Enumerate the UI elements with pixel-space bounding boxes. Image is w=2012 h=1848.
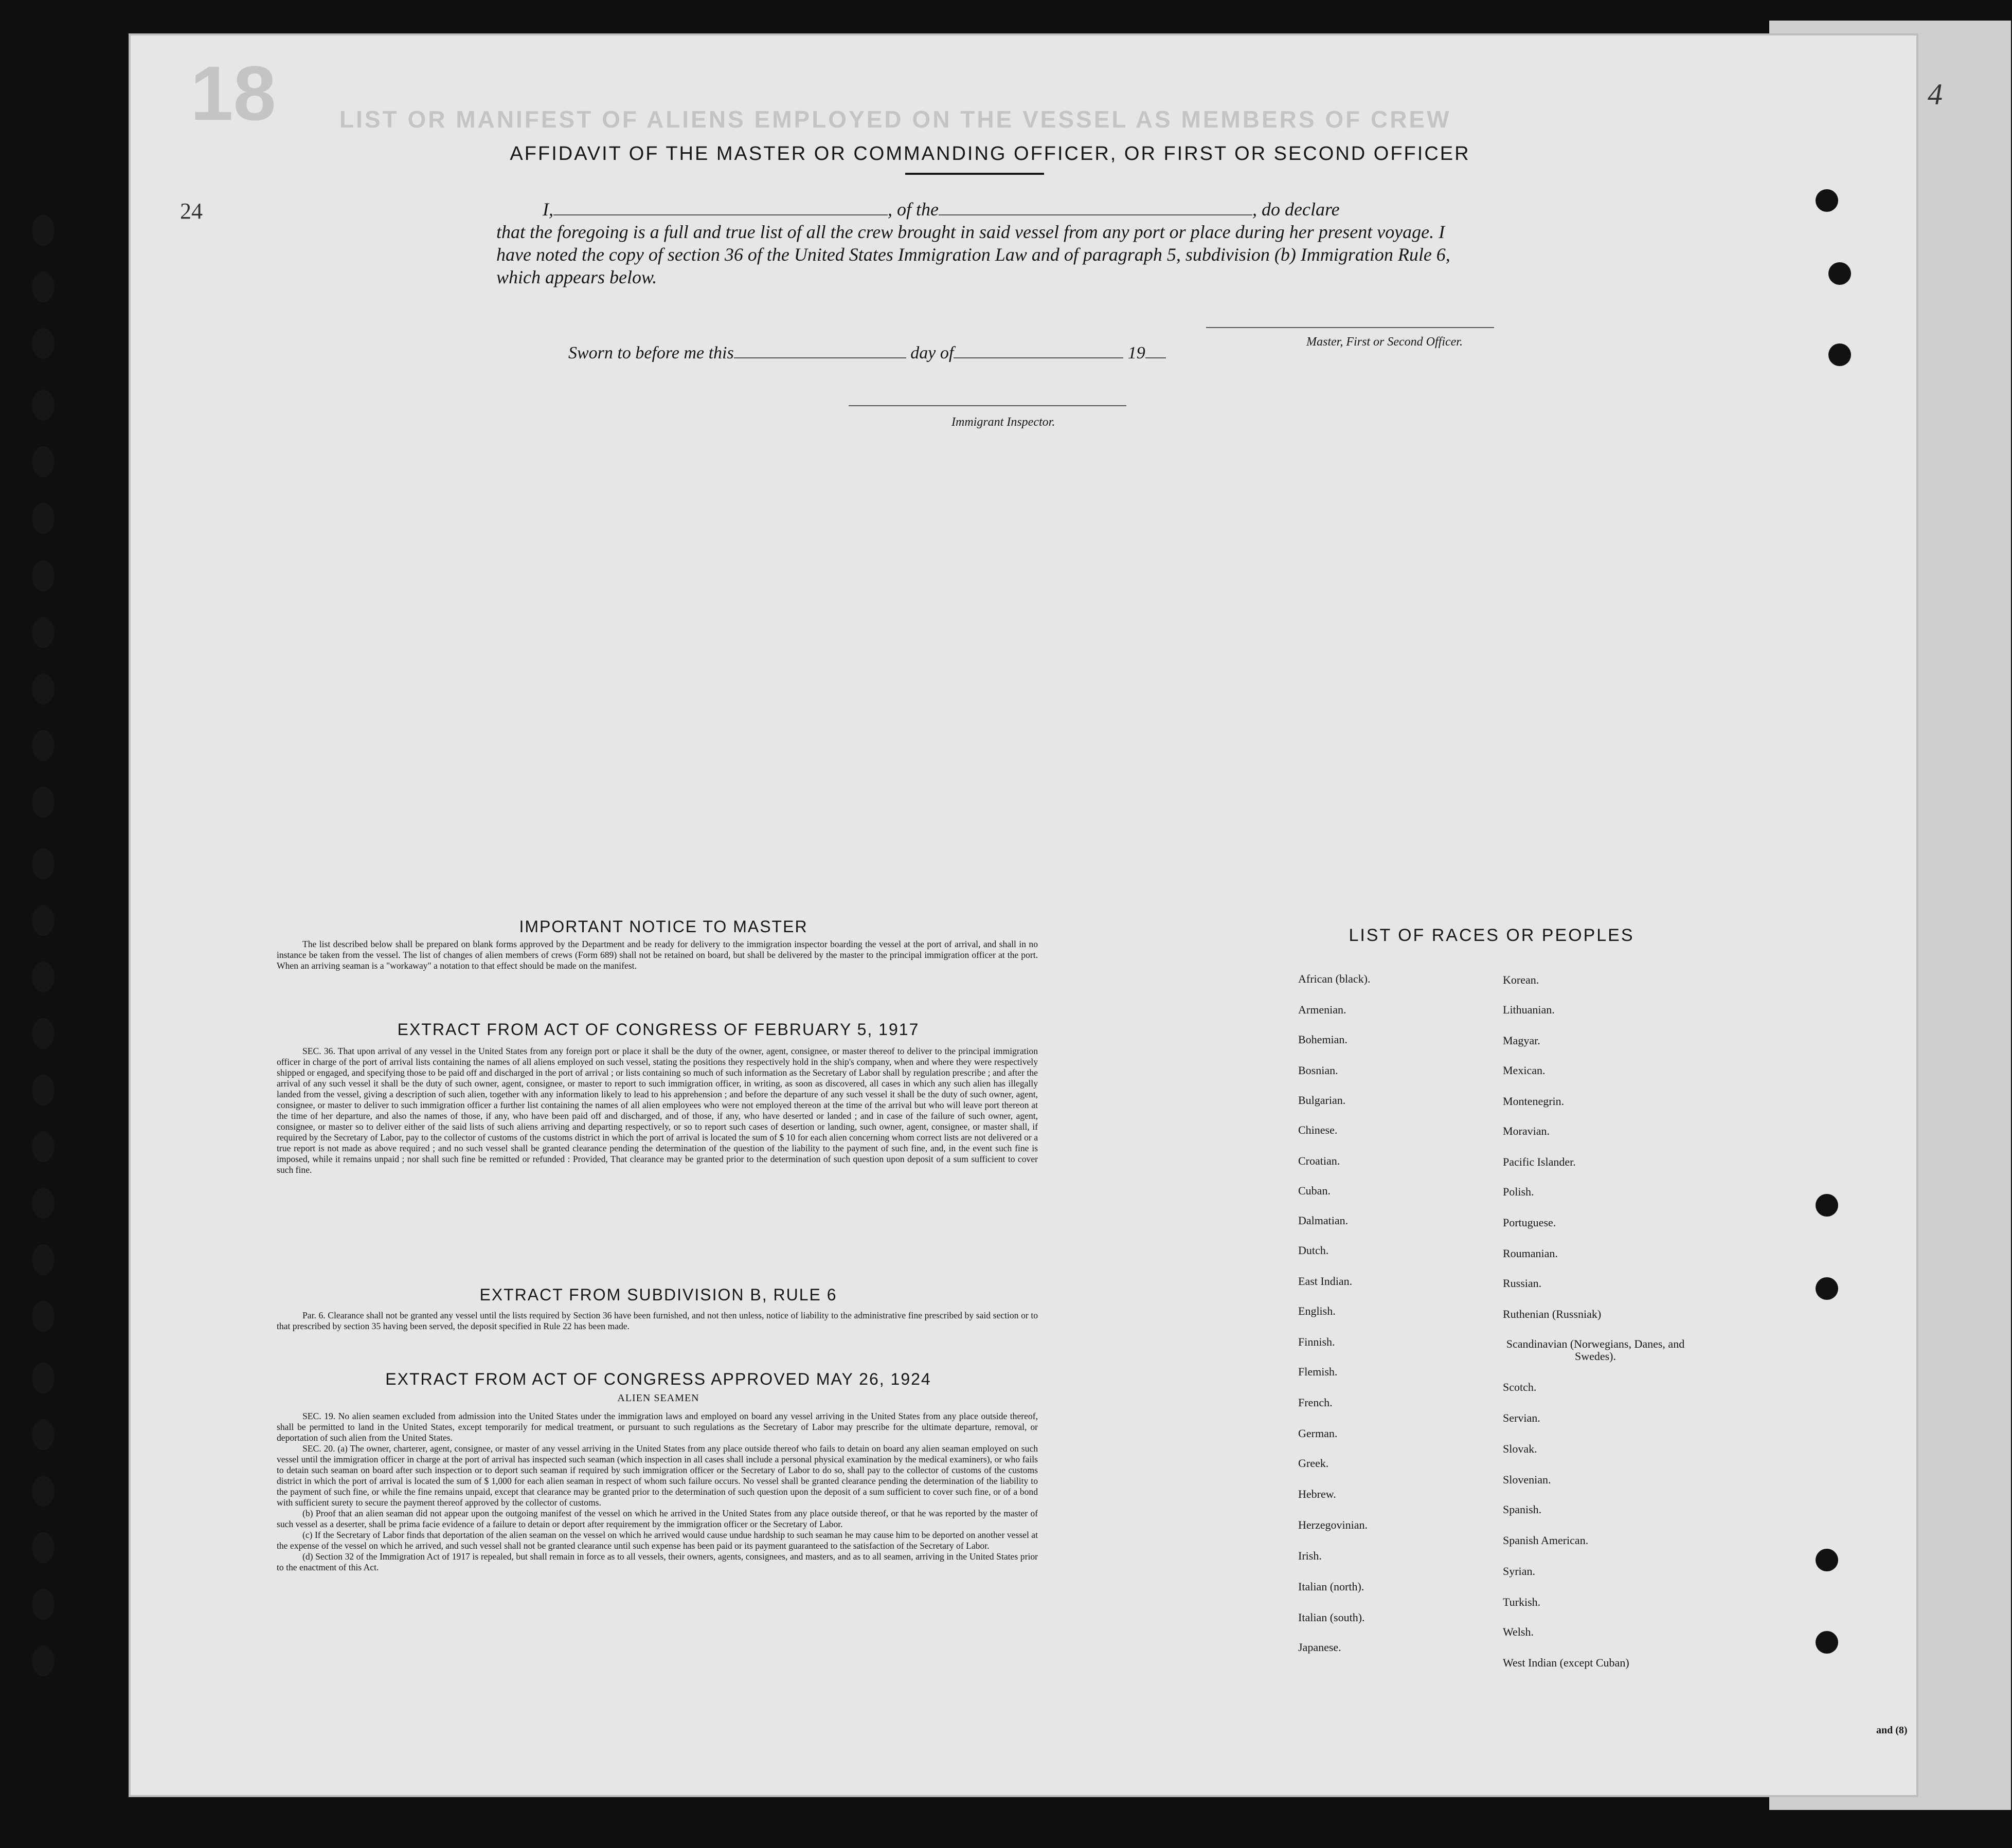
sworn-date-blank	[734, 357, 906, 358]
form-number-bleed: 18	[190, 50, 276, 136]
race-item: African (black).	[1298, 972, 1371, 985]
race-item: Spanish.	[1503, 1503, 1542, 1516]
extract-1924-title: EXTRACT FROM ACT OF CONGRESS APPROVED MAY 26, 1924	[385, 1370, 931, 1388]
sworn-line	[568, 343, 1166, 363]
sworn-prefix: Sworn to before me this	[568, 343, 734, 363]
race-item: West Indian (except Cuban)	[1503, 1656, 1629, 1669]
race-item: Irish.	[1298, 1549, 1322, 1562]
race-item: Turkish.	[1503, 1596, 1541, 1608]
race-item: Pacific Islander.	[1503, 1155, 1576, 1168]
race-item: Bohemian.	[1298, 1033, 1348, 1046]
extract-1924-text	[277, 1411, 1038, 1573]
vessel-prefix: , of the	[888, 199, 939, 220]
race-item: English.	[1298, 1305, 1336, 1317]
extract-1917-title: EXTRACT FROM ACT OF CONGRESS OF FEBRUARY 5, 1917	[397, 1020, 920, 1039]
race-item: Slovak.	[1503, 1442, 1537, 1455]
affidavit-body: that the foregoing is a full and true list of all the crew brought in said vessel from any port or place during her present voyage. I have noted the copy of section 36 of the United States Immigration Law and of paragraph 5, subdivision (b) Immigration Rule 6, which appears below.	[496, 222, 1450, 287]
binder-hole	[32, 674, 55, 704]
declare-suffix: , do declare	[1252, 199, 1340, 220]
punch-hole	[1816, 1194, 1838, 1217]
binder-hole	[32, 1363, 55, 1393]
race-item: Italian (south).	[1298, 1611, 1365, 1624]
binder-hole	[32, 1188, 55, 1219]
section-36-paragraph: SEC. 36. That upon arrival of any vessel in the United States from any foreign port or place it shall be the duty of the owner, agent, consignee, or master thereof to deliver to the principal immigration officer in charge of the port of arrival lists containing the names of all aliens employed on such vessel, stating the positions they respectively hold in the ship's company, when and where they were respectively shipped or engaged, and specifying those to be paid off and discharged in the port of arrival ; or lists containing so much of such information as the Secretary of Labor shall by regulation prescribe ; and after the arrival of any such vessel it shall be the duty of such owner, agent, consignee, or master to report to such immigration officer, in writing, as soon as discovered, all cases in which any such alien has illegally landed from the vessel, giving a description of such alien, together with any information likely to lead to his apprehension ; and before the departure of any such vessel it shall be the duty of such owner, agent, consignee, or master to deliver to such immigration officer a further list containing the names of all alien employees who were not employed thereon at the time of the arrival but who will leave port thereon at the time of her departure, and also the names of those, if any, who have been paid off and discharged, and of those, if any, who have deserted or landed ; and in case of the failure of such owner, agent, consignee, or master so to deliver either of the said lists of such aliens arriving and departing respectively, or so to report such cases of desertion or landing, such owner, agent, consignee, or master shall, if required by the Secretary of Labor, pay to the collector of customs of the customs district in which the port of arrival is located the sum of $ 10 for each alien concerning whom correct lists are not delivered or a true report is not made as above required ; and no such vessel shall be granted clearance pending the determination of the question of the liability to the payment of such fine, and, in the event such fine is imposed, while it remains unpaid ; nor shall such fine be remitted or refunded : Provided, That clearance may be granted prior to the determination of such question upon deposit of a sum sufficient to cover such fine.	[277, 1046, 1038, 1175]
race-item: Mexican.	[1503, 1064, 1546, 1077]
extract-rule6-text	[277, 1310, 1038, 1332]
race-item: Herzegovinian.	[1298, 1518, 1368, 1531]
margin-mark: 24	[180, 198, 203, 224]
race-item: Scotch.	[1503, 1381, 1537, 1393]
binder-hole	[32, 1018, 55, 1049]
race-item: Russian.	[1503, 1277, 1542, 1290]
sec-19-paragraph: SEC. 19. No alien seamen excluded from admission into the United States under the immigration laws and employed on board any vessel arriving in the United States from any place outside thereof, shall be permitted to land in the United States, except temporarily for medical treatment, or pursuant to such regulations as the Secretary of Labor may prescribe for the ultimate departure, removal, or deportation of such alien from the United States.	[277, 1411, 1038, 1443]
binder-hole	[32, 1419, 55, 1450]
edge-note: and (8)	[1876, 1725, 1908, 1736]
declarant-prefix: I,	[543, 199, 553, 220]
race-item: Moravian.	[1503, 1125, 1550, 1137]
binder-hole	[32, 328, 55, 359]
vessel-name-blank	[939, 214, 1252, 215]
binder-hole	[32, 617, 55, 648]
race-item: Ruthenian (Russniak)	[1503, 1308, 1602, 1320]
binder-hole	[32, 1476, 55, 1507]
sec-20b-paragraph: (b) Proof that an alien seaman did not appear upon the outgoing manifest of the vessel on which he arrived in the United States from any place outside thereof, or that he was reported by the master of such vessel as a deserter, shall be prima facie evidence of a failure to detain or deport after requirement by the immigration officer or the Secretary of Labor.	[277, 1508, 1038, 1529]
binder-hole	[32, 787, 55, 818]
master-signature-label: Master, First or Second Officer.	[1306, 335, 1463, 349]
sworn-day-label: day of	[910, 343, 954, 363]
binder-hole	[32, 1075, 55, 1106]
races-title: LIST OF RACES OR PEOPLES	[1349, 926, 1634, 945]
race-item: German.	[1298, 1427, 1338, 1440]
race-item: Dalmatian.	[1298, 1214, 1349, 1227]
extract-1917-text	[277, 1046, 1038, 1175]
binder-hole	[32, 730, 55, 761]
sworn-year-label: 19	[1127, 343, 1145, 363]
race-item: Roumanian.	[1503, 1247, 1558, 1260]
binder-hole	[32, 1645, 55, 1676]
notice-text	[277, 939, 1038, 971]
race-item: Montenegrin.	[1503, 1095, 1565, 1108]
sworn-month-blank	[954, 357, 1123, 358]
race-item: Cuban.	[1298, 1184, 1331, 1197]
race-item: Finnish.	[1298, 1335, 1335, 1348]
race-item: Armenian.	[1298, 1003, 1346, 1016]
notice-paragraph: The list described below shall be prepared on blank forms approved by the Department and be ready for delivery to the immigration inspector boarding the vessel at the port of arrival, and shall in no instance be taken from the vessel. The list of changes of alien members of crews (Form 689) shall not be retained on board, but shall be delivered by the master to the principal immigration officer at the port. When an arriving seaman is a "workaway" a notation to that effect should be made on the manifest.	[277, 939, 1038, 971]
race-item: Bulgarian.	[1298, 1094, 1346, 1107]
race-item: Japanese.	[1298, 1641, 1341, 1654]
declaration-line	[496, 198, 1484, 221]
binder-hole	[32, 503, 55, 534]
binder-hole	[32, 560, 55, 591]
race-item: Syrian.	[1503, 1565, 1535, 1578]
race-item: Servian.	[1503, 1411, 1540, 1424]
affidavit-title: AFFIDAVIT OF THE MASTER OR COMMANDING OFFICER, OR FIRST OR SECOND OFFICER	[510, 143, 1470, 165]
punch-hole	[1828, 262, 1851, 285]
race-item: Bosnian.	[1298, 1064, 1338, 1077]
binder-hole	[32, 215, 55, 246]
punch-hole	[1816, 1631, 1838, 1654]
corner-mark: 4	[1928, 78, 1943, 111]
title-rule	[905, 173, 1044, 175]
binder-hole	[32, 1131, 55, 1162]
race-item: Hebrew.	[1298, 1488, 1336, 1500]
alien-seamen-subtitle: ALIEN SEAMEN	[617, 1392, 699, 1404]
race-item: Croatian.	[1298, 1154, 1340, 1167]
affidavit-text	[496, 198, 1484, 288]
race-item: East Indian.	[1298, 1275, 1353, 1288]
list-title-bleed: LIST OR MANIFEST OF ALIENS EMPLOYED ON THE VESSEL AS MEMBERS OF CREW	[339, 106, 1451, 133]
binder-hole	[32, 905, 55, 936]
race-item: Slovenian.	[1503, 1473, 1551, 1486]
rule6-paragraph: Par. 6. Clearance shall not be granted any vessel until the lists required by Section 36 have been furnished, and not then unless, notice of liability to the administrative fine prescribed by said section or to that prescribed by section 35 having been served, the deposit specified in Rule 22 has been made.	[277, 1310, 1038, 1331]
race-item: Italian (north).	[1298, 1580, 1364, 1593]
race-item: French.	[1298, 1396, 1333, 1409]
binder-hole	[32, 271, 55, 302]
binder-hole	[32, 390, 55, 421]
sec-20c-paragraph: (c) If the Secretary of Labor finds that deportation of the alien seaman on the vessel on which he arrived would cause undue hardship to such seaman he may cause him to be deported on another vessel at the expense of the vessel on which he arrived, and such vessel shall not be granted clearance until such expense has been paid or its payment guaranteed to the satisfaction of the Secretary of Labor.	[277, 1530, 1038, 1551]
binder-hole	[32, 1301, 55, 1332]
race-item: Lithuanian.	[1503, 1003, 1555, 1016]
race-item: Welsh.	[1503, 1625, 1534, 1638]
punch-hole	[1816, 1549, 1838, 1571]
sec-20a-paragraph: SEC. 20. (a) The owner, charterer, agent, consignee, or master of any vessel arriving in the United States from any place outside thereof who fails to detain on board any alien seaman employed on such vessel until the immigration officer in charge at the port of arrival has inspected such seaman (which inspection in all cases shall include a personal physical examination by the medical examiners), or who fails to detain such seaman on board after such inspection or to deport such seaman if required by such immigration officer or the Secretary of Labor to do so, shall pay to the collector of customs of the customs district in which the port of arrival is located the sum of $ 1,000 for each alien seaman in respect of whom such failure occurs. No vessel shall be granted clearance pending the determination of the liability to the payment of such fine, or while the fine remains unpaid, except that clearance may be granted prior to the determination of such question upon the deposit of a sum sufficient to cover such fine, or of a bond with sufficient surety to secure the payment thereof approved by the collector of customs.	[277, 1443, 1038, 1508]
race-item: Scandinavian (Norwegians, Danes, and Swedes).	[1506, 1337, 1685, 1363]
declarant-name-blank	[553, 214, 888, 215]
race-item: Greek.	[1298, 1457, 1329, 1470]
binder-hole	[32, 1589, 55, 1620]
binder-hole	[32, 962, 55, 992]
race-item: Chinese.	[1298, 1124, 1338, 1136]
punch-hole	[1816, 189, 1838, 212]
master-signature-line	[1206, 327, 1494, 328]
race-item: Flemish.	[1298, 1365, 1338, 1378]
extract-rule6-title: EXTRACT FROM SUBDIVISION B, RULE 6	[479, 1285, 837, 1304]
punch-hole	[1816, 1277, 1838, 1300]
sec-20d-paragraph: (d) Section 32 of the Immigration Act of 1917 is repealed, but shall remain in force as to all vessels, their owners, agents, consignees, and masters, and as to all seamen, arriving in the United States prior to the enactment of this Act.	[277, 1551, 1038, 1572]
notice-title: IMPORTANT NOTICE TO MASTER	[519, 917, 808, 936]
punch-hole	[1828, 343, 1851, 366]
binder-hole	[32, 1532, 55, 1563]
race-item: Korean.	[1503, 973, 1539, 986]
race-item: Portuguese.	[1503, 1216, 1556, 1229]
sworn-year-blank	[1145, 357, 1166, 358]
inspector-signature-label: Immigrant Inspector.	[951, 415, 1055, 429]
inspector-signature-line	[849, 405, 1126, 406]
race-item: Polish.	[1503, 1185, 1534, 1198]
binder-hole	[32, 1244, 55, 1275]
race-item: Spanish American.	[1503, 1534, 1589, 1547]
binder-hole	[32, 446, 55, 477]
race-item: Dutch.	[1298, 1244, 1329, 1257]
binder-hole	[32, 848, 55, 879]
race-item: Magyar.	[1503, 1034, 1540, 1047]
